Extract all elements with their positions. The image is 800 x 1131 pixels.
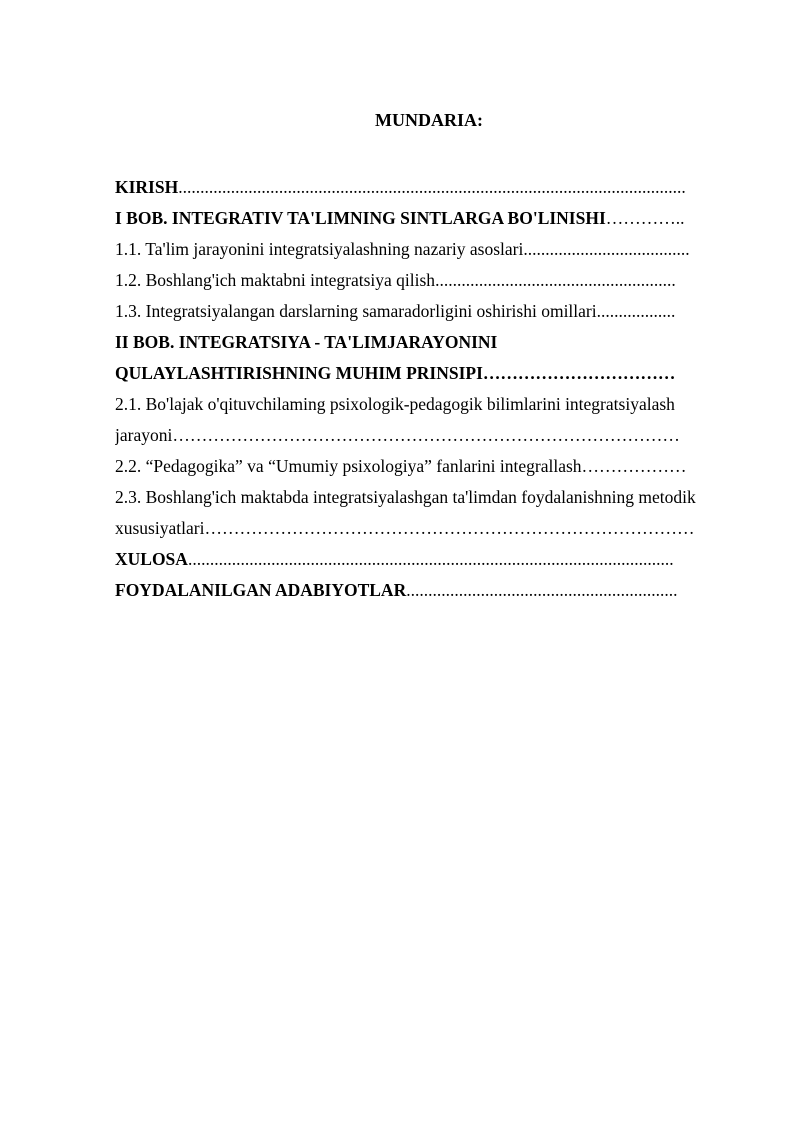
toc-leader: .............................................................. <box>406 580 678 600</box>
toc-leader: ....................................................... <box>435 270 676 290</box>
toc-entry-text: I BOB. INTEGRATIV TA'LIMNING SINTLARGA BO'LINISHI <box>115 208 606 228</box>
toc-entry-text: II BOB. INTEGRATSIYA - TA'LIMJARAYONINI <box>115 332 498 352</box>
toc-entry-2-1-line-2 <box>115 420 755 451</box>
toc-entry-2-3-line-2 <box>115 513 755 544</box>
toc-leader: ...................................... <box>523 239 690 259</box>
toc-leader: ………….. <box>605 208 685 228</box>
toc-entry-references <box>115 575 755 606</box>
toc-entry-text: QULAYLASHTIRISHNING MUHIM PRINSIPI <box>115 363 483 383</box>
toc-entry-2-3-line-1 <box>115 482 755 513</box>
toc-entry-1-1 <box>115 234 755 265</box>
toc-entry-text: 2.2. “Pedagogika” va “Umumiy psixologiya” fanlarini integrallash <box>115 456 582 476</box>
toc-entry-kirish <box>115 172 755 203</box>
toc-entry-text: jarayoni <box>115 425 173 445</box>
table-of-contents <box>115 172 755 606</box>
toc-leader: ……………… <box>581 456 687 476</box>
page-title: MUNDARIA: <box>375 110 483 130</box>
toc-entry-text: KIRISH <box>115 177 179 197</box>
toc-entry-chapter-1 <box>115 203 755 234</box>
toc-entry-2-2 <box>115 451 755 482</box>
toc-leader: …………………………… <box>482 363 676 383</box>
toc-entry-text: FOYDALANILGAN ADABIYOTLAR <box>115 580 407 600</box>
toc-leader: …………………………………………………………………………… <box>172 425 680 445</box>
toc-entry-text: 1.1. Ta'lim jarayonini integratsiyalashning nazariy asoslari <box>115 239 524 259</box>
toc-leader: .................................................................................................................... <box>178 177 686 197</box>
toc-leader: .................. <box>596 301 676 321</box>
toc-entry-2-1-line-1 <box>115 389 755 420</box>
toc-entry-chapter-2-line-1 <box>115 327 755 358</box>
toc-entry-1-2 <box>115 265 755 296</box>
toc-leader: ………………………………………………………………………… <box>204 518 695 538</box>
toc-entry-text: 1.2. Boshlang'ich maktabni integratsiya qilish <box>115 270 436 290</box>
toc-entry-chapter-2-line-2 <box>115 358 755 389</box>
toc-entry-text: xususiyatlari <box>115 518 205 538</box>
toc-entry-text: 2.3. Boshlang'ich maktabda integratsiyalashgan ta'limdan foydalanishning metodik <box>115 487 696 507</box>
toc-leader: ............................................................................................................... <box>187 549 674 569</box>
toc-entry-text: 2.1. Bo'lajak o'qituvchilaming psixologik-pedagogik bilimlarini integratsiyalash <box>115 394 675 414</box>
toc-entry-1-3 <box>115 296 755 327</box>
toc-entry-xulosa <box>115 544 755 575</box>
toc-entry-text: 1.3. Integratsiyalangan darslarning samaradorligini oshirishi omillari <box>115 301 597 321</box>
toc-entry-text: XULOSA <box>115 549 188 569</box>
